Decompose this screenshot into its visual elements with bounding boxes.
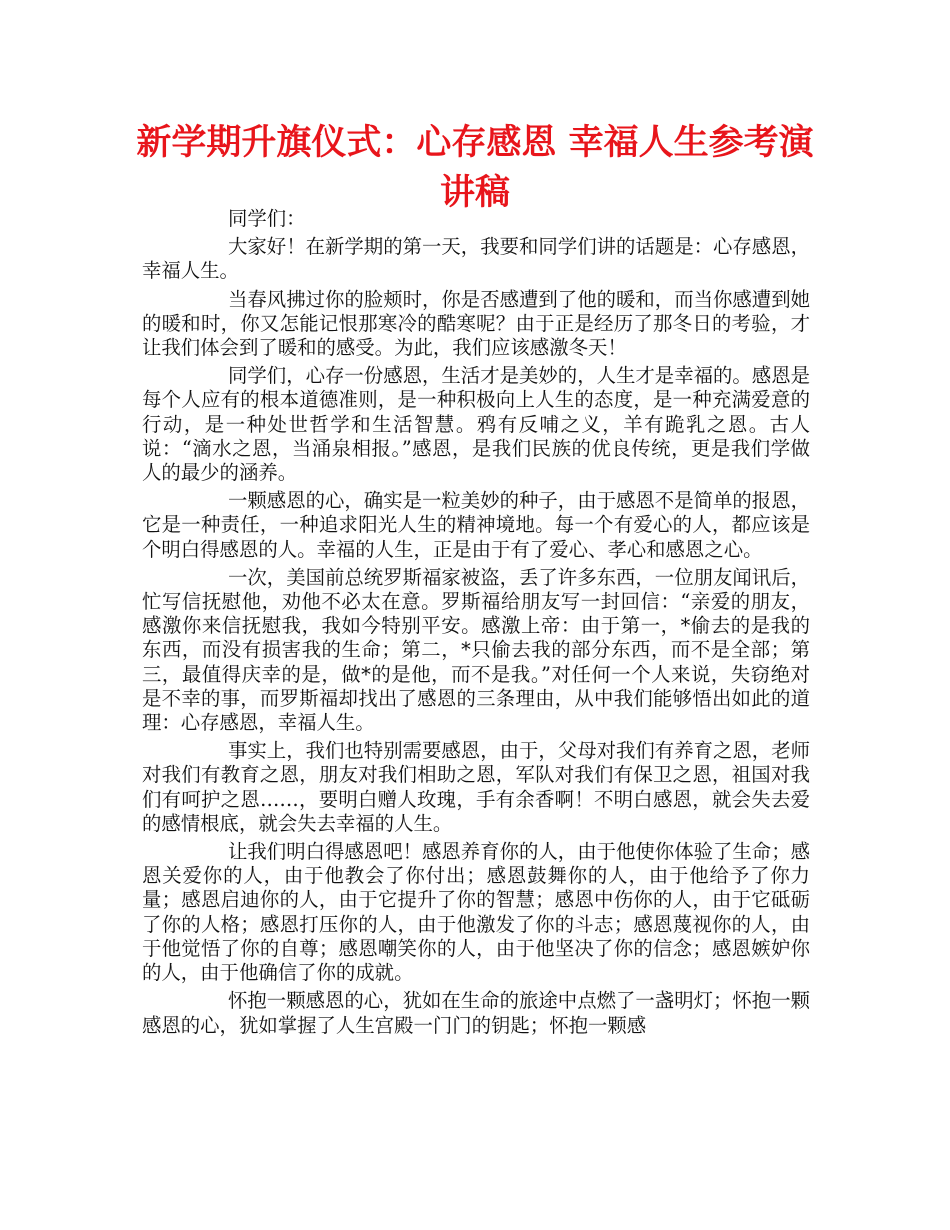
paragraph: 大家好！在新学期的第一天，我要和同学们讲的话题是：心存感恩，幸福人生。 xyxy=(142,235,810,283)
paragraph: 一颗感恩的心，确实是一粒美妙的种子，由于感恩不是简单的报恩，它是一种责任，一种追求阳光人生的精神境地。每一个有爱心的人，都应该是个明白得感恩的人。幸福的人生，正是由于有了爱心、孝心和感恩之心。 xyxy=(142,489,810,561)
paragraph: 当春风拂过你的脸颊时，你是否感遭到了他的暖和，而当你感遭到她的暖和时，你又怎能记恨那寒冷的酷寒呢？由于正是经历了那冬日的考验，才让我们体会到了暖和的感受。为此，我们应该感激冬天！ xyxy=(142,287,810,360)
paragraph: 事实上，我们也特别需要感恩，由于，父母对我们有养育之恩，老师对我们有教育之恩，朋友对我们相助之恩，军队对我们有保卫之恩，祖国对我们有呵护之恩……，要明白赠人玫瑰，手有余香啊！不明白感恩，就会失去爱的感情根底，就会失去幸福的人生。 xyxy=(142,739,810,835)
paragraph: 让我们明白得感恩吧！感恩养育你的人，由于他使你体验了生命；感恩关爱你的人，由于他教会了你付出；感恩鼓舞你的人，由于他给予了你力量；感恩启迪你的人，由于它提升了你的智慧；感恩中伤你的人，由于它砥砺了你的人格；感恩打压你的人，由于他激发了你的斗志；感恩蔑视你的人，由于他觉悟了你的自尊；感恩嘲笑你的人，由于他坚决了你的信念；感恩嫉妒你的人，由于他确信了你的成就。 xyxy=(142,840,810,985)
document-title: 新学期升旗仪式：心存感恩 幸福人生参考演讲稿 xyxy=(136,123,814,213)
paragraph: 怀抱一颗感恩的心，犹如在生命的旅途中点燃了一盏明灯；怀抱一颗感恩的心，犹如掌握了人生宫殿一门门的钥匙；怀抱一颗感 xyxy=(142,989,810,1037)
paragraph-salutation: 同学们： xyxy=(228,207,306,230)
paragraph: 一次，美国前总统罗斯福家被盗，丢了许多东西，一位朋友闻讯后，忙写信抚慰他，劝他不必太在意。罗斯福给朋友写一封回信：“亲爱的朋友，感激你来信抚慰我，我如今特别平安。感激上帝：由于第一，*偷去的是我的东西，而没有损害我的生命；第二，*只偷去我的部分东西，而不是全部；第三，最值得庆幸的是，做*的是他，而不是我。”对任何一个人来说，失窃绝对是不幸的事，而罗斯福却找出了感恩的三条理由，从中我们能够悟出如此的道理：心存感恩，幸福人生。 xyxy=(142,565,810,735)
document-body xyxy=(142,207,810,1042)
paragraph: 同学们，心存一份感恩，生活才是美妙的，人生才是幸福的。感恩是每个人应有的根本道德准则，是一种积极向上人生的态度，是一种充满爱意的行动，是一种处世哲学和生活智慧。鸦有反哺之义，羊有跪乳之恩。古人说：“滴水之恩，当涌泉相报。”感恩，是我们民族的优良传统，更是我们学做人的最少的涵养。 xyxy=(142,364,810,485)
